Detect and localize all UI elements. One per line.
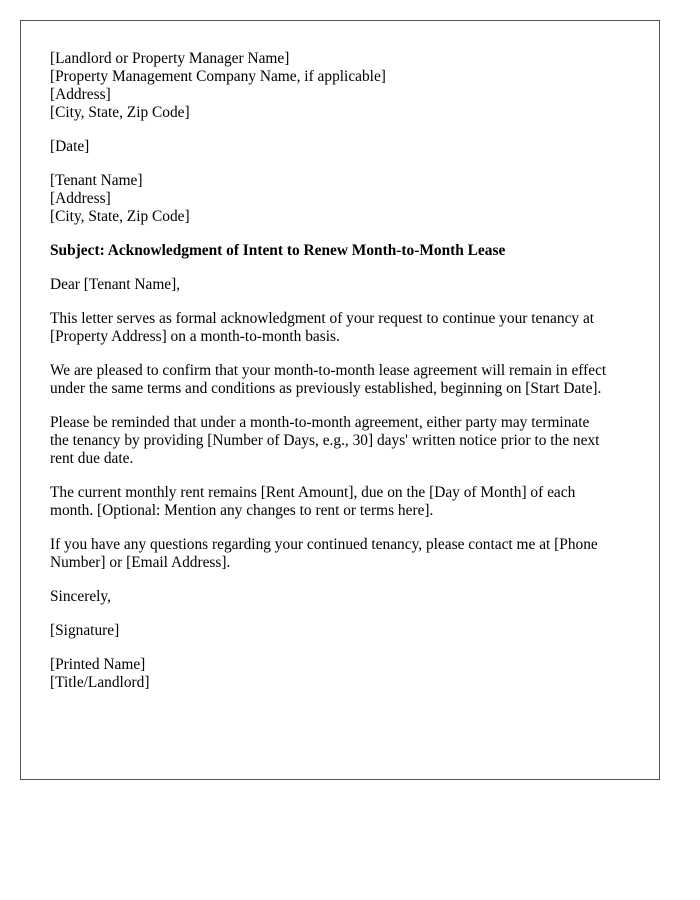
sender-company: [Property Management Company Name, if applicable]: [50, 68, 386, 85]
sender-name: [Landlord or Property Manager Name]: [50, 50, 290, 67]
signer-block: [50, 656, 640, 692]
paragraph-line: The current monthly rent remains [Rent Amount], due on the [Day of Month] of each: [50, 484, 576, 501]
closing-block: [50, 588, 640, 606]
recipient-name: [Tenant Name]: [50, 172, 143, 189]
subject-line: Subject: Acknowledgment of Intent to Renew Month-to-Month Lease: [50, 242, 506, 259]
paragraph-line: If you have any questions regarding your continued tenancy, please contact me at [Phone: [50, 536, 598, 553]
signature-placeholder: [Signature]: [50, 622, 120, 639]
sender-city-state-zip: [City, State, Zip Code]: [50, 104, 190, 121]
paragraph-confirmation: [50, 362, 640, 398]
paragraph-acknowledgment: [50, 310, 640, 346]
paragraph-line: This letter serves as formal acknowledgment of your request to continue your tenancy at: [50, 310, 595, 327]
paragraph-line: month. [Optional: Mention any changes to rent or terms here].: [50, 502, 434, 519]
recipient-address: [Address]: [50, 190, 111, 207]
recipient-block: [50, 172, 640, 226]
paragraph-contact: [50, 536, 640, 572]
date-block: [50, 138, 640, 156]
paragraph-line: under the same terms and conditions as previously established, beginning on [Start Date].: [50, 380, 602, 397]
letter-date: [Date]: [50, 138, 90, 155]
paragraph-line: the tenancy by providing [Number of Days, e.g., 30] days' written notice prior to the next: [50, 432, 600, 449]
paragraph-termination-notice: [50, 414, 640, 468]
salutation: Dear [Tenant Name],: [50, 276, 181, 293]
paragraph-line: We are pleased to confirm that your month-to-month lease agreement will remain in effect: [50, 362, 607, 379]
letter-page: [20, 20, 660, 780]
paragraph-line: rent due date.: [50, 450, 134, 467]
subject-block: [50, 242, 640, 260]
sender-address: [Address]: [50, 86, 111, 103]
paragraph-rent: [50, 484, 640, 520]
paragraph-line: [Property Address] on a month-to-month basis.: [50, 328, 340, 345]
salutation-block: [50, 276, 640, 294]
recipient-city-state-zip: [City, State, Zip Code]: [50, 208, 190, 225]
sender-block: [50, 50, 640, 122]
signature-block: [50, 622, 640, 640]
signer-title: [Title/Landlord]: [50, 674, 150, 691]
printed-name: [Printed Name]: [50, 656, 146, 673]
letter-body: [50, 50, 640, 708]
paragraph-line: Please be reminded that under a month-to-month agreement, either party may terminate: [50, 414, 590, 431]
paragraph-line: Number] or [Email Address].: [50, 554, 231, 571]
closing: Sincerely,: [50, 588, 111, 605]
